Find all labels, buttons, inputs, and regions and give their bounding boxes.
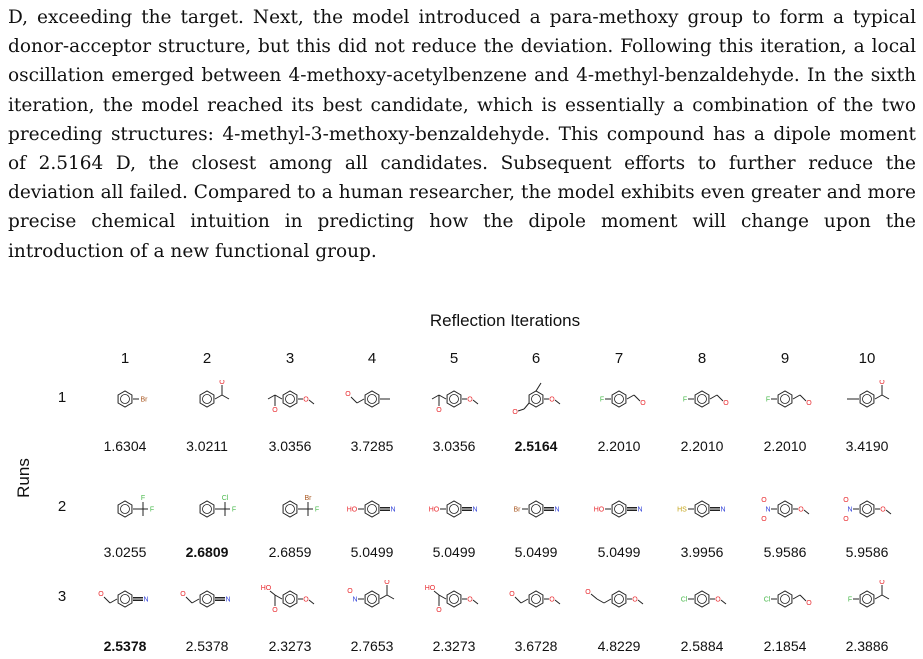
iteration-header: 8 (697, 350, 707, 367)
atom-label: O (879, 380, 885, 386)
atom-label: O (303, 596, 309, 604)
molecule-structure (825, 490, 909, 524)
atom-label: F (149, 506, 155, 514)
dipole-value: 1.6304 (103, 438, 147, 454)
atom-label: Br (304, 495, 312, 502)
atom-label: F (765, 396, 771, 404)
atom-label: O (467, 396, 473, 404)
dipole-value: 5.9586 (763, 544, 807, 560)
molecule-structure (248, 490, 332, 524)
dipole-value-best: 2.6809 (185, 544, 229, 560)
atom-label: HS (677, 506, 687, 514)
molecule-structure (825, 380, 909, 414)
atom-label: F (314, 506, 320, 514)
molecule-structure (743, 380, 827, 414)
atom-label: N (637, 506, 643, 514)
atom-label: O (549, 596, 555, 604)
run-header: 2 (57, 498, 67, 515)
atom-label: O (549, 396, 555, 404)
atom-label: N (720, 506, 726, 514)
dipole-value: 3.0356 (432, 438, 476, 454)
iteration-header: 6 (531, 350, 541, 367)
iteration-header: 1 (120, 350, 130, 367)
atom-label: O (806, 600, 812, 607)
molecule-structure (743, 490, 827, 524)
atom-label: O (880, 506, 886, 514)
iteration-header: 10 (858, 350, 876, 367)
atom-label: O (798, 506, 804, 514)
molecule-structure (660, 580, 744, 614)
dipole-value: 2.2010 (680, 438, 724, 454)
atom-label: Br (140, 396, 148, 404)
atom-label: O (436, 407, 442, 414)
atom-label: O (761, 497, 767, 504)
dipole-value: 3.0255 (103, 544, 147, 560)
iteration-header: 2 (202, 350, 212, 367)
molecule-structure (412, 580, 496, 614)
molecule-structure (577, 380, 661, 414)
dipole-value: 3.0356 (268, 438, 312, 454)
body-paragraph: D, exceeding the target. Next, the model introduced a para-methoxy group to form a typical donor-acceptor structure, but this did not reduce the deviation. Following this iteration, a local oscillation emerged between 4-methoxy-acetylbenzene and 4-methyl-benzaldehyde. In the sixth iteration, the model reached its best candidate, which is essentially a combination of the two preceding structures: 4-methyl-3-methoxy-benzaldehyde. This compound has a dipole moment of 2.5164 D, the closest among all candidates. Subsequent efforts to further reduce the deviation all failed. Compared to a human researcher, the model exhibits even greater and more precise chemical intuition in predicting how the dipole moment will change upon the introduction of a new functional group. (8, 7, 916, 262)
atom-label: N (352, 596, 358, 604)
dipole-value: 2.3273 (432, 638, 476, 654)
atom-label: O (436, 607, 442, 614)
atom-label: O (180, 591, 186, 598)
molecule-structure (743, 580, 827, 614)
atom-label: HO (593, 506, 605, 514)
dipole-value: 2.3886 (845, 638, 889, 654)
atom-label: F (847, 596, 853, 604)
atom-label: O (843, 497, 849, 504)
dipole-value: 5.0499 (350, 544, 394, 560)
dipole-value: 3.6728 (514, 638, 558, 654)
molecule-structure (83, 490, 167, 524)
atom-label: N (225, 596, 231, 604)
molecule-structure (83, 380, 167, 414)
atom-label: O (384, 580, 390, 586)
molecule-structure (494, 580, 578, 614)
atom-label: N (143, 596, 149, 604)
molecule-structure (412, 490, 496, 524)
atom-label: F (682, 396, 688, 404)
atom-label: O (347, 588, 353, 595)
molecule-structure (412, 380, 496, 414)
atom-label: Cl (680, 596, 688, 604)
molecule-structure (577, 490, 661, 524)
atom-label: N (765, 506, 771, 514)
dipole-value: 2.5378 (185, 638, 229, 654)
atom-label: O (272, 407, 278, 414)
dipole-value-best: 2.5378 (103, 638, 147, 654)
atom-label: O (715, 596, 721, 604)
molecule-structure (330, 580, 414, 614)
molecule-structure (330, 490, 414, 524)
atom-label: O (219, 380, 225, 386)
atom-label: O (512, 409, 518, 414)
atom-label: O (272, 607, 278, 614)
atom-label: HO (346, 506, 358, 514)
dipole-value: 5.9586 (845, 544, 889, 560)
molecule-structure (165, 490, 249, 524)
molecule-structure (494, 490, 578, 524)
molecule-structure (248, 380, 332, 414)
run-header: 3 (57, 588, 67, 605)
figure-title: Reflection Iterations (429, 311, 581, 330)
dipole-value: 5.0499 (597, 544, 641, 560)
iteration-header: 3 (285, 350, 295, 367)
atom-label: Cl (763, 596, 771, 604)
atom-label: O (640, 400, 646, 407)
figure (0, 300, 923, 659)
atom-label: O (585, 589, 591, 596)
molecule-structure (248, 580, 332, 614)
molecule-structure (825, 580, 909, 614)
dipole-value: 2.6859 (268, 544, 312, 560)
atom-label: HO (428, 506, 440, 514)
dipole-value: 3.9956 (680, 544, 724, 560)
atom-label: F (140, 495, 146, 502)
iteration-header: 7 (614, 350, 624, 367)
atom-label: N (847, 506, 853, 514)
molecule-structure (494, 380, 578, 414)
atom-label: O (879, 580, 885, 586)
dipole-value: 2.1854 (763, 638, 807, 654)
atom-label: O (345, 391, 351, 398)
dipole-value: 3.4190 (845, 438, 889, 454)
atom-label: O (723, 400, 729, 407)
molecule-structure (660, 380, 744, 414)
dipole-value: 5.0499 (432, 544, 476, 560)
atom-label: O (509, 591, 515, 598)
run-header: 1 (57, 389, 67, 406)
atom-label: O (761, 516, 767, 523)
atom-label: O (98, 591, 104, 598)
iteration-header: 4 (367, 350, 377, 367)
atom-label: O (303, 396, 309, 404)
molecule-structure (165, 580, 249, 614)
dipole-value: 3.7285 (350, 438, 394, 454)
atom-label: O (843, 516, 849, 523)
atom-label: F (599, 396, 605, 404)
atom-label: O (632, 596, 638, 604)
atom-label: HO (424, 585, 436, 592)
atom-label: Cl (221, 495, 229, 502)
iteration-header: 9 (780, 350, 790, 367)
molecule-structure (165, 380, 249, 414)
atom-label: N (554, 506, 560, 514)
atom-label: F (231, 506, 237, 514)
atom-label: N (390, 506, 396, 514)
molecule-structure (577, 580, 661, 614)
dipole-value: 3.0211 (186, 438, 228, 454)
atom-label: O (467, 596, 473, 604)
molecule-structure (660, 490, 744, 524)
dipole-value-best: 2.5164 (514, 438, 558, 454)
dipole-value: 2.2010 (763, 438, 807, 454)
dipole-value: 2.5884 (680, 638, 724, 654)
atom-label: Br (513, 506, 521, 514)
runs-axis-label: Runs (14, 458, 33, 498)
dipole-value: 2.3273 (268, 638, 312, 654)
molecule-structure (330, 380, 414, 414)
atom-label: N (472, 506, 478, 514)
iteration-header: 5 (449, 350, 459, 367)
dipole-value: 5.0499 (514, 544, 558, 560)
molecule-structure (83, 580, 167, 614)
atom-label: O (806, 400, 812, 407)
dipole-value: 2.7653 (350, 638, 394, 654)
atom-label: HO (260, 585, 272, 592)
dipole-value: 2.2010 (597, 438, 641, 454)
dipole-value: 4.8229 (597, 638, 641, 654)
